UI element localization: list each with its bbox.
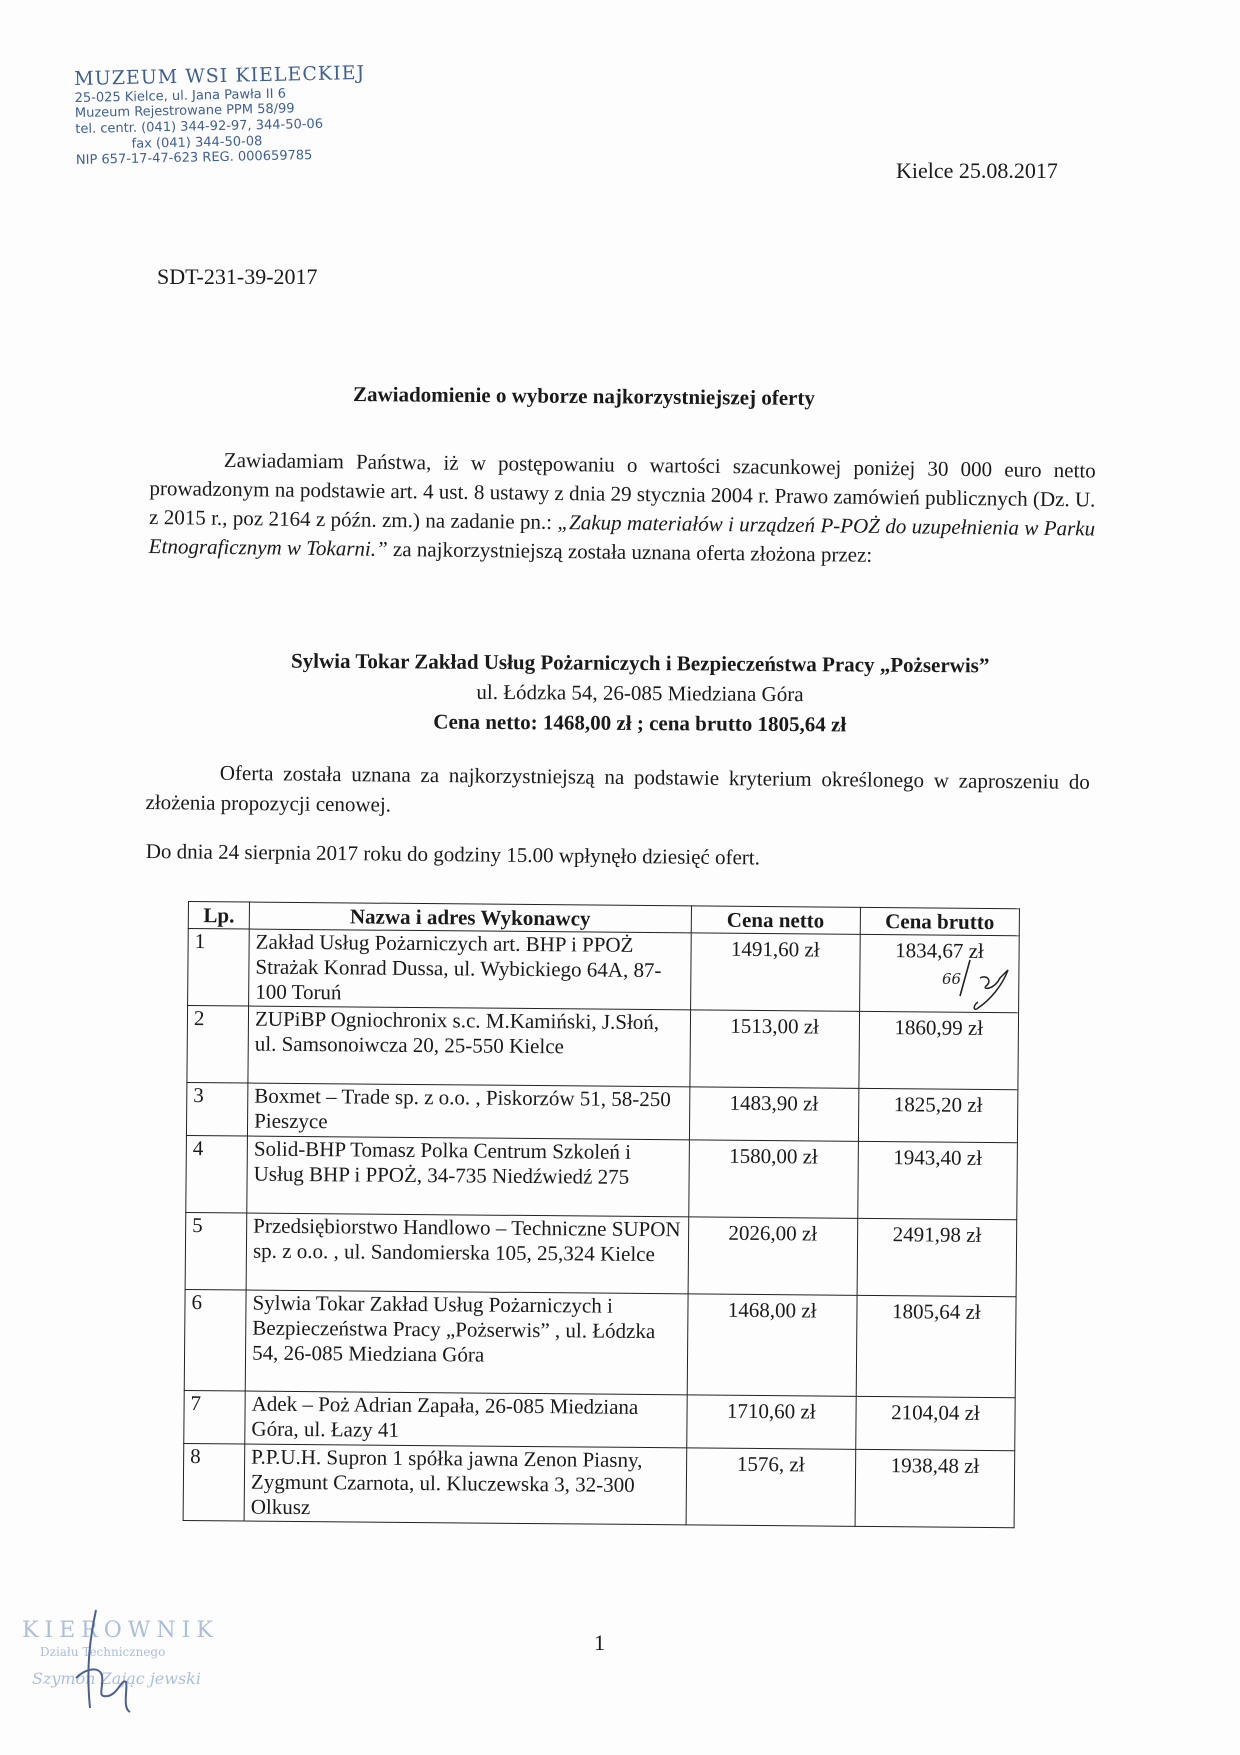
winner-name: Sylwia Tokar Zakład Usług Pożarniczych i Bezpieczeństwa Pracy „Pożserwis” (290, 648, 990, 678)
task-name: „Zakup materiałów i urządzeń P-POŻ do uzupełnienia w Parku Etnograficznym w Tokarni.” (148, 509, 1096, 561)
row-name: Przedsiębiorstwo Handlowo – Techniczne SUPON sp. z o.o. , ul. Sandomierska 105, 25,324 Kielce (246, 1213, 688, 1294)
table-row (183, 1443, 1015, 1527)
intro-text-end: za najkorzystniejszą została uznana oferta złożona przez: (387, 536, 873, 567)
table-row (184, 1390, 1015, 1450)
row-lp: 4 (186, 1135, 248, 1213)
intro-text: Zawiadamiam Państwa, iż w postępowaniu o wartości szacunkowej poniżej 30 000 euro netto prowadzonym na podstawie art. 4 ust. 8 ustawy z dnia 29 stycznia 2004 r. Prawo zamówień publicznych (Dz. U. z 2015 r., poz 2164 z późn. zm.) na zadanie pn.: (148, 447, 1096, 534)
document-title: Zawiadomienie o wyborze najkorzystniejszej oferty (352, 381, 816, 411)
row-name: Adek – Poż Adrian Zapała, 26-085 Miedziana Góra, ul. Łazy 41 (245, 1391, 687, 1448)
stamp-line: Muzeum Rejestrowane PPM 58/99 (74, 101, 295, 122)
header-name: Nazwa i adres Wykonawcy (249, 902, 691, 933)
header-gross: Cena brutto (860, 907, 1019, 935)
correction-initials (974, 970, 1008, 1009)
place-date: Kielce 25.08.2017 (896, 158, 1058, 183)
museum-stamp (74, 61, 396, 168)
row-lp: 2 (187, 1006, 249, 1084)
row-net: 1576, zł (686, 1448, 856, 1526)
criterion-text: Oferta została uznana za najkorzystniejszą na podstawie kryterium określonego w zaproszeniu do złożenia propozycji cenowej. (145, 760, 1090, 817)
table-row (184, 1289, 1016, 1397)
row-lp: 5 (185, 1212, 247, 1290)
indent (150, 466, 224, 467)
row-net: 1580,00 zł (688, 1140, 858, 1218)
stamp-line: tel. centr. (041) 344-92-97, 344-50-06 (75, 116, 324, 137)
winning-offer (180, 645, 1101, 741)
row-lp: 8 (183, 1443, 245, 1521)
reference-number: SDT-231-39-2017 (157, 264, 318, 289)
offers-count: Do dnia 24 sierpnia 2017 roku do godziny 15.00 wpłynęło dziesięć ofert. (145, 838, 761, 870)
row-name: Sylwia Tokar Zakład Usług Pożarniczych i Bezpieczeństwa Pracy „Pożserwis” , ul. Łódzka 54, 26-085 Miedziana Góra (245, 1290, 687, 1395)
signature-stroke (76, 1610, 130, 1712)
table-row (185, 1212, 1017, 1296)
handwritten-correction (930, 956, 1030, 1016)
row-gross: 1938,48 zł (855, 1449, 1015, 1527)
row-name: ZUPiBP Ogniochronix s.c. M.Kamiński, J.Słoń, ul. Samsonoiwcza 20, 25-550 Kielce (248, 1006, 690, 1087)
row-gross: 1805,64 zł (856, 1295, 1016, 1397)
row-name: Solid-BHP Tomasz Polka Centrum Szkoleń i Usług BHP i PPOŻ, 34-735 Niedźwiedź 275 (247, 1136, 689, 1217)
row-net: 1491,60 zł (690, 933, 860, 1011)
page-number: 1 (594, 1630, 605, 1655)
row-name: P.P.U.H. Supron 1 spółka jawna Zenon Piasny, Zygmunt Czarnota, ul. Kluczewska 3, 32-300 Olkusz (244, 1444, 686, 1525)
stamp-line: fax (041) 344-50-08 (131, 133, 263, 152)
row-net: 1468,00 zł (687, 1294, 857, 1396)
row-lp: 1 (188, 929, 250, 1007)
row-gross: 1860,99 zł (859, 1011, 1019, 1089)
header-lp: Lp. (188, 902, 249, 930)
table-row (186, 1135, 1018, 1219)
stamp-line: 25-025 Kielce, ul. Jana Pawła II 6 (74, 86, 287, 106)
row-lp: 3 (186, 1082, 248, 1136)
row-gross: 1825,20 zł (858, 1088, 1018, 1142)
table-row (188, 929, 1020, 1013)
row-name: Zakład Usług Pożarniczych art. BHP i PPOŻ Strażak Konrad Dussa, ul. Wybickiego 64A, 87-100 Toruń (249, 929, 691, 1010)
winner-price: Cena netto: 1468,00 zł ; cena brutto 1805,64 zł (433, 709, 847, 737)
stamp-line: NIP 657-17-47-623 REG. 000659785 (75, 148, 313, 169)
row-gross: 1834,67 zł (859, 934, 1019, 1012)
row-net: 2026,00 zł (688, 1217, 858, 1295)
table-row (187, 1006, 1019, 1090)
winner-address: ul. Łódzka 54, 26-085 Miedziana Góra (476, 679, 804, 707)
indent (146, 779, 220, 780)
row-lp: 6 (184, 1289, 246, 1391)
stamp-line: MUZEUM WSI KIELECKIEJ (74, 61, 366, 90)
signature-stamp-name: Szymon Zając jewski (32, 1669, 201, 1688)
intro-paragraph (149, 445, 1096, 573)
row-gross: 1943,40 zł (858, 1141, 1018, 1219)
header-net: Cena netto (691, 906, 860, 934)
row-gross: 2491,98 zł (857, 1218, 1017, 1296)
row-net: 1710,60 zł (686, 1395, 856, 1449)
signature-stamp-subtitle: Działu Technicznego (40, 1645, 166, 1659)
criterion-paragraph (145, 757, 1090, 827)
row-gross: 2104,04 zł (856, 1396, 1016, 1450)
row-lp: 7 (184, 1390, 246, 1444)
row-net: 1513,00 zł (689, 1010, 859, 1088)
handwritten-signature (56, 1608, 156, 1718)
table-row (186, 1082, 1017, 1142)
offers-table (183, 901, 1020, 1528)
row-name: Boxmet – Trade sp. z o.o. , Piskorzów 51, 58-250 Pieszyce (248, 1083, 690, 1140)
correction-strike (960, 960, 970, 996)
row-net: 1483,90 zł (689, 1087, 859, 1141)
correction-note: 66 (942, 970, 962, 988)
signature-stamp-title: KIEROWNIK (22, 1618, 219, 1643)
